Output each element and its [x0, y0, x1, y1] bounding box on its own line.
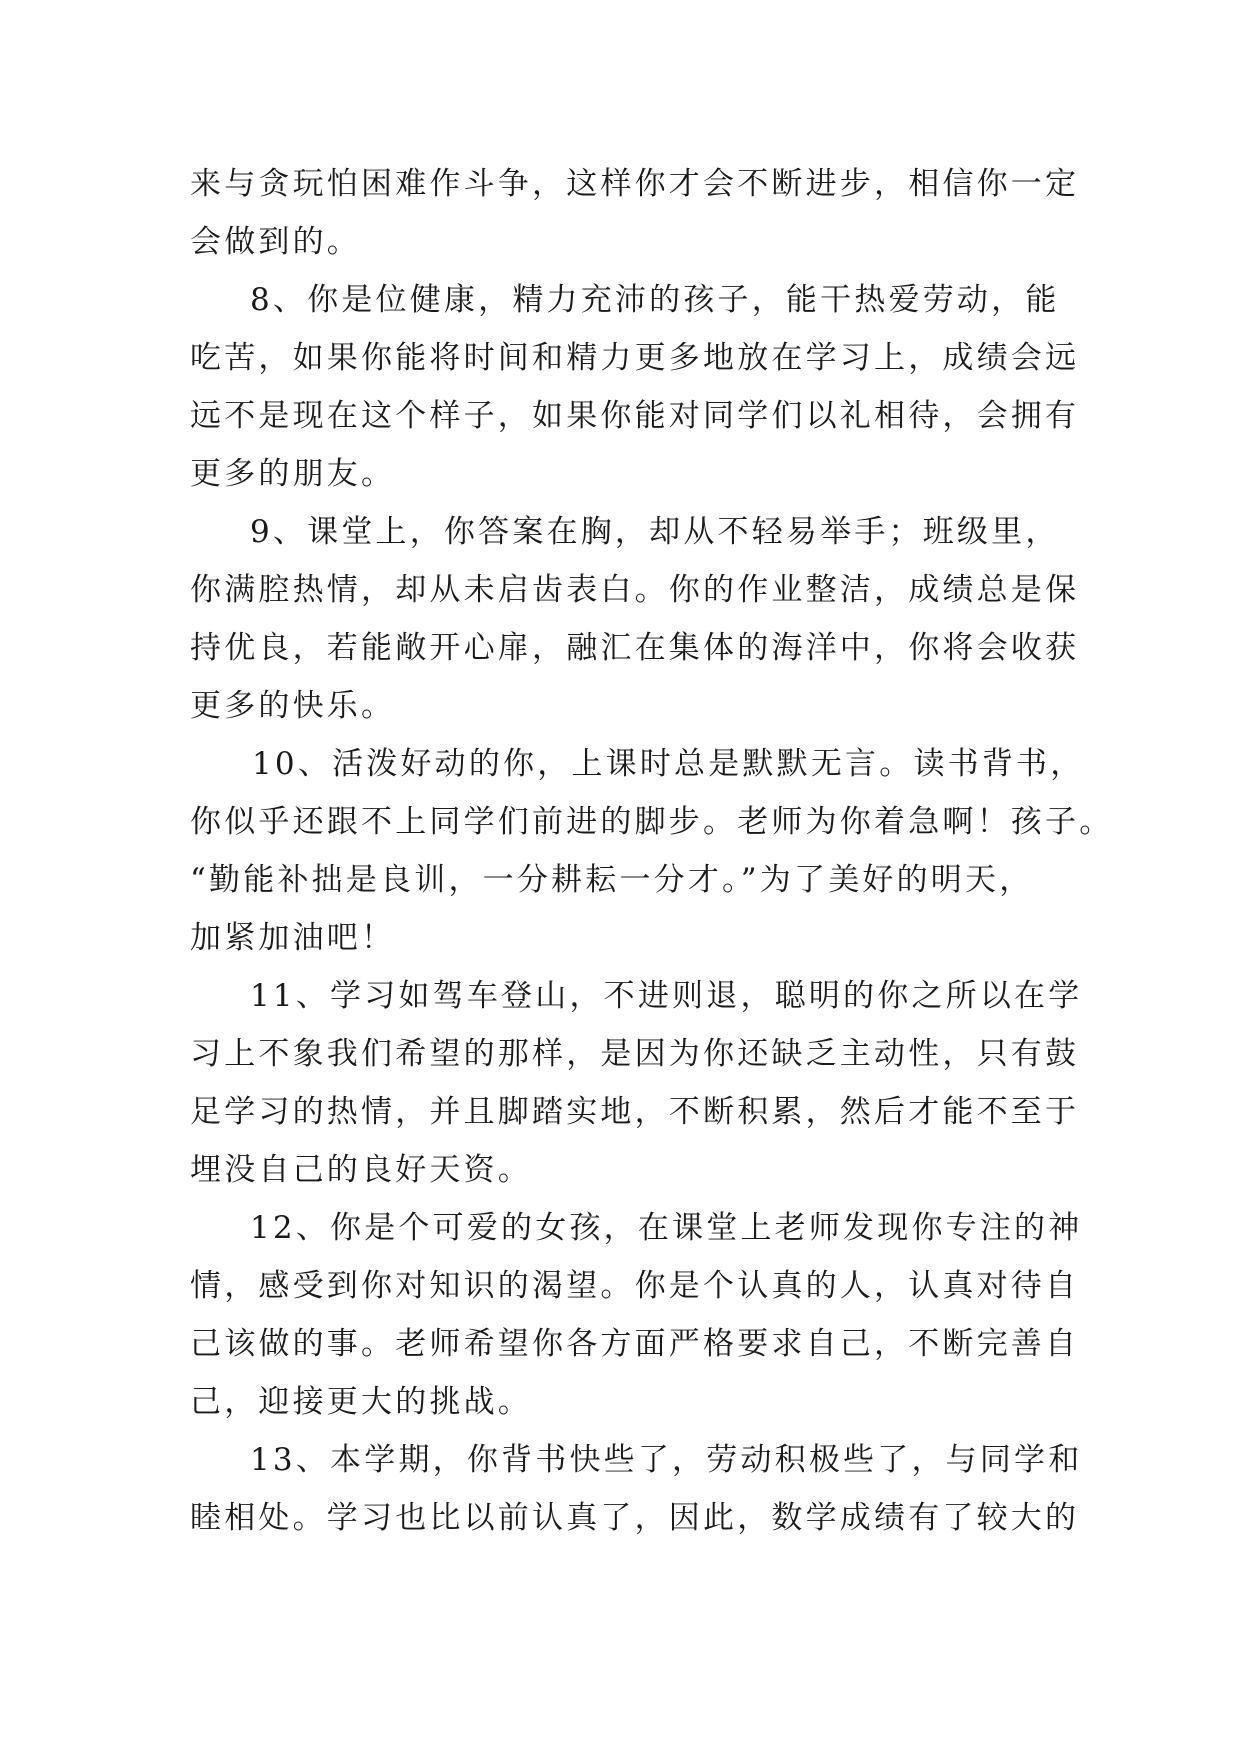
text-line: 情，感受到你对知识的渴望。你是个认真的人，认真对待自: [190, 1268, 1080, 1304]
paragraph-10-start: 10、活泼好动的你，上课时总是默默无言。读书背书，: [252, 746, 1085, 782]
paragraph-8-start: 8、你是位健康，精力充沛的孩子，能干热爱劳动，能: [250, 282, 1060, 318]
text-line: 你满腔热情，却从未启齿表白。你的作业整洁，成绩总是保: [190, 572, 1080, 608]
text-line: 来与贪玩怕困难作斗争，这样你才会不断进步，相信你一定: [190, 166, 1080, 202]
paragraph-11-start: 11、学习如驾车登山，不进则退，聪明的你之所以在学: [250, 978, 1083, 1014]
text-line: 加紧加油吧！: [190, 920, 396, 956]
text-line: 睦相处。学习也比以前认真了，因此，数学成绩有了较大的: [190, 1500, 1080, 1536]
text-line: 埋没自己的良好天资。: [190, 1152, 532, 1188]
text-line: 足学习的热情，并且脚踏实地，不断积累，然后才能不至于: [190, 1094, 1080, 1130]
paragraph-9-start: 9、课堂上，你答案在胸，却从不轻易举手；班级里，: [250, 514, 1060, 550]
text-line: 更多的快乐。: [190, 688, 396, 724]
text-line: “勤能补拙是良训，一分耕耘一分才。”为了美好的明天，: [190, 862, 1034, 898]
text-line: 吃苦，如果你能将时间和精力更多地放在学习上，成绩会远: [190, 340, 1080, 376]
text-line: 更多的朋友。: [190, 456, 396, 492]
text-line: 习上不象我们希望的那样，是因为你还缺乏主动性，只有鼓: [190, 1036, 1080, 1072]
text-line: 持优良，若能敞开心扉，融汇在集体的海洋中，你将会收获: [190, 630, 1080, 666]
text-line: 己，迎接更大的挑战。: [190, 1384, 532, 1420]
paragraph-12-start: 12、你是个可爱的女孩，在课堂上老师发现你专注的神: [250, 1210, 1083, 1246]
text-line: 己该做的事。老师希望你各方面严格要求自己，不断完善自: [190, 1326, 1080, 1362]
text-line: 你似乎还跟不上同学们前进的脚步。老师为你着急啊！孩子。: [190, 804, 1114, 840]
paragraph-13-start: 13、本学期，你背书快些了，劳动积极些了，与同学和: [250, 1442, 1083, 1478]
text-line: 远不是现在这个样子，如果你能对同学们以礼相待，会拥有: [190, 398, 1080, 434]
text-line: 会做到的。: [190, 224, 361, 260]
